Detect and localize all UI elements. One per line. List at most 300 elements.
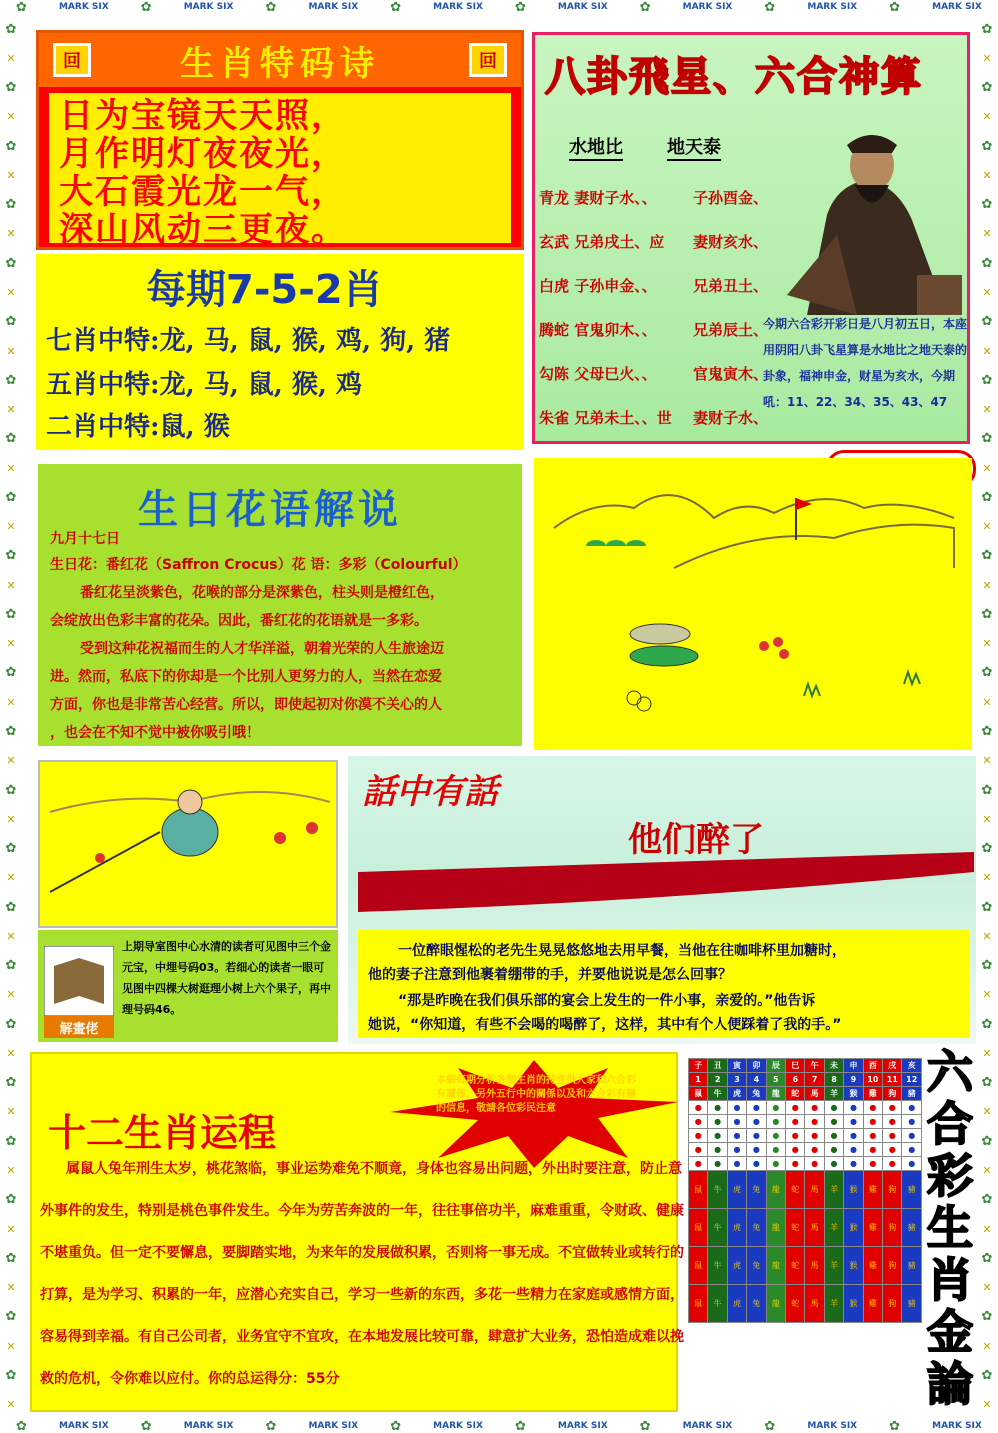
x-icon: ✕ — [6, 1105, 16, 1119]
grid-cell: 羊 — [824, 1247, 843, 1285]
grid-cell: 豬 — [902, 1209, 922, 1247]
grid-cell: 蛇 — [786, 1285, 805, 1323]
grid-cell: 兔 — [747, 1171, 766, 1209]
answer-label: 解畫佬 — [59, 1022, 99, 1037]
grid-cell: 牛 — [708, 1247, 727, 1285]
grid-cell: ● — [844, 1101, 863, 1115]
grid-cell: ● — [786, 1143, 805, 1157]
flower-icon: ✿ — [5, 372, 17, 388]
right-border — [976, 14, 998, 1419]
grid-cell: 午 — [805, 1059, 824, 1073]
fortune-line: 属鼠人兔年刑生太岁，桃花煞临，事业运势难免不顺竟，身体也容易出问题，外出时要注意，防止意 — [66, 1161, 682, 1177]
flower-icon: ✿ — [639, 0, 651, 14]
grid-cell: 虎 — [727, 1087, 746, 1101]
grid-cell: ● — [805, 1157, 824, 1171]
grid-cell: ● — [805, 1129, 824, 1143]
bagua-row: 官鬼寅木、 — [693, 365, 769, 383]
x-icon: ✕ — [982, 637, 992, 651]
x-icon: ✕ — [6, 520, 16, 534]
x-icon: ✕ — [982, 520, 992, 534]
last-issue-image — [38, 760, 338, 928]
wave-decoration — [358, 852, 974, 924]
bagua-row: 妻财亥水、 — [693, 233, 769, 251]
grid-cell: ● — [863, 1101, 882, 1115]
grid-cell: 羊 — [824, 1087, 843, 1101]
grid-cell: 1 — [689, 1073, 708, 1087]
x-icon: ✕ — [6, 51, 16, 65]
grid-cell: ● — [747, 1157, 766, 1171]
fortune-line: 打算，是为学习、积累的一年，应潜心充实自己，学习一些新的东西，多花一些精力在家庭或感情方面， — [40, 1287, 684, 1303]
x-icon: ✕ — [982, 812, 992, 826]
story-panel — [348, 756, 976, 1044]
brand-text: MARK SIX — [308, 1421, 359, 1431]
grid-cell: 鼠 — [689, 1171, 708, 1209]
story-line: “那是昨晚在我们俱乐部的宴会上发生的一件小事，亲爱的。”他告诉 — [398, 993, 816, 1009]
grid-cell: ● — [766, 1143, 785, 1157]
golden-title-char: 生 — [927, 1201, 973, 1255]
grid-cell: 11 — [883, 1073, 902, 1087]
x-icon: ✕ — [982, 1222, 992, 1236]
grid-cell: 馬 — [805, 1247, 824, 1285]
grid-cell: ● — [766, 1115, 785, 1129]
x-icon: ✕ — [6, 227, 16, 241]
x-icon: ✕ — [982, 1339, 992, 1353]
flower-icon: ✿ — [981, 1133, 993, 1149]
grid-cell: 羊 — [824, 1285, 843, 1323]
bagua-row: 兄弟丑土、 — [693, 277, 769, 295]
flower-icon: ✿ — [764, 1419, 776, 1433]
grid-cell: 猴 — [844, 1285, 863, 1323]
grid-cell: 4 — [747, 1073, 766, 1087]
grid-cell: ● — [747, 1129, 766, 1143]
grid-cell: ● — [766, 1101, 785, 1115]
fortune-title: 十二生肖运程 — [48, 1110, 277, 1155]
flower-subtitle: 生日花：番红花（Saffron Crocus）花 语：多彩（Colourful） — [50, 557, 467, 573]
grid-cell: 龍 — [766, 1247, 785, 1285]
poem-line: 深山风动三更夜。 — [59, 210, 347, 250]
poem-line: 日为宝镜天天照， — [59, 96, 347, 136]
grid-cell: ● — [786, 1115, 805, 1129]
grid-cell: ● — [844, 1157, 863, 1171]
x-icon: ✕ — [6, 637, 16, 651]
poem-title: 生肖特码诗 — [180, 43, 380, 84]
flower-icon: ✿ — [5, 841, 17, 857]
flower-icon: ✿ — [5, 1192, 17, 1208]
grid-cell: 辰 — [766, 1059, 785, 1073]
flower-icon: ✿ — [5, 1250, 17, 1266]
brand-text: MARK SIX — [433, 2, 483, 12]
x-icon: ✕ — [6, 344, 16, 358]
flower-icon: ✿ — [5, 489, 17, 505]
grid-cell: 兔 — [747, 1285, 766, 1323]
grid-cell: ● — [689, 1115, 708, 1129]
grid-cell: 馬 — [805, 1087, 824, 1101]
bagua-row: 子孙酉金、 — [693, 189, 769, 207]
brand-text: MARK SIX — [183, 2, 234, 12]
bagua-row: 勾陈 父母巳火、、 — [539, 365, 657, 383]
grid-cell: ● — [708, 1115, 727, 1129]
poem-panel — [36, 30, 524, 250]
grid-cell: 狗 — [883, 1087, 902, 1101]
grid-cell: 鼠 — [689, 1209, 708, 1247]
grid-cell: ● — [863, 1115, 882, 1129]
fortune-line: 不堪重负。但一定不要懈息，要脚踏实地，为来年的发展做积累，否则将一事无成。不宜做转业或转行的 — [40, 1245, 684, 1261]
answer-panel — [38, 930, 338, 1042]
x-icon: ✕ — [6, 1163, 16, 1177]
flower-icon: ✿ — [981, 372, 993, 388]
grid-cell: ● — [824, 1129, 843, 1143]
flower-icon: ✿ — [5, 255, 17, 271]
grid-cell: 10 — [863, 1073, 882, 1087]
grid-cell: 雞 — [863, 1171, 882, 1209]
grid-cell: ● — [902, 1157, 922, 1171]
grid-cell: 鼠 — [689, 1087, 708, 1101]
bagua-panel — [532, 32, 970, 444]
x-icon: ✕ — [982, 988, 992, 1002]
flower-icon: ✿ — [981, 665, 993, 681]
grid-cell: ● — [727, 1143, 746, 1157]
grid-cell: 龍 — [766, 1285, 785, 1323]
grid-cell: 鼠 — [689, 1285, 708, 1323]
brand-text: MARK SIX — [682, 2, 733, 12]
grid-cell: 龍 — [766, 1171, 785, 1209]
poem-header — [39, 33, 521, 87]
grid-cell: ● — [863, 1129, 882, 1143]
grid-cell: ● — [708, 1101, 727, 1115]
grid-cell: ● — [727, 1157, 746, 1171]
sage-figure-image — [767, 125, 967, 315]
x-icon: ✕ — [6, 286, 16, 300]
bagua-title: 八卦飛星、六合神算 — [545, 53, 923, 100]
flower-icon: ✿ — [981, 1250, 993, 1266]
poem-line: 大石霞光龙一气， — [59, 172, 347, 212]
flower-icon: ✿ — [5, 1309, 17, 1325]
flower-icon: ✿ — [265, 0, 277, 14]
puzzle-image — [534, 458, 972, 750]
hexagram-left: 水地比 — [569, 133, 623, 161]
grid-cell: 虎 — [727, 1247, 746, 1285]
grid-cell: 6 — [786, 1073, 805, 1087]
brand-text: MARK SIX — [682, 1421, 733, 1431]
x-icon: ✕ — [6, 929, 16, 943]
flower-icon: ✿ — [514, 1419, 526, 1433]
flower-icon: ✿ — [981, 138, 993, 154]
grid-cell: 巳 — [786, 1059, 805, 1073]
flower-icon: ✿ — [265, 1419, 277, 1433]
starburst-text: 本網每期分析各個生肖的持性供大家和六合彩有關係，另外五行中的關係以及和六合彩有關的信息，敬請各位彩民注意 — [436, 1075, 636, 1114]
flower-icon: ✿ — [981, 1309, 993, 1325]
golden-title-char: 合 — [927, 1097, 973, 1151]
flower-icon: ✿ — [981, 841, 993, 857]
flower-icon: ✿ — [5, 548, 17, 564]
x-icon: ✕ — [6, 578, 16, 592]
x-icon: ✕ — [6, 403, 16, 417]
x-icon: ✕ — [6, 812, 16, 826]
grid-cell: 雞 — [863, 1285, 882, 1323]
answer-text: 上期导室图中心水清的读者可见图中三个金元宝，中埋号码03。若细心的读者一眼可见图中四棵大树逛理小树上六个果子，再中理号码46。 — [122, 940, 331, 1016]
flower-icon: ✿ — [889, 0, 901, 14]
x-icon: ✕ — [6, 1046, 16, 1060]
x-icon: ✕ — [982, 461, 992, 475]
flower-icon: ✿ — [981, 489, 993, 505]
grid-cell: ● — [824, 1143, 843, 1157]
poem-body — [49, 93, 511, 250]
flower-language-panel — [36, 462, 524, 748]
flower-icon: ✿ — [981, 1075, 993, 1091]
grid-cell: 卯 — [747, 1059, 766, 1073]
x-icon: ✕ — [6, 754, 16, 768]
grid-cell: 12 — [902, 1073, 922, 1087]
seven-picks: 七肖中特:龙, 马, 鼠, 猴, 鸡, 狗, 猪 — [46, 326, 451, 356]
frame-icon: 回 — [53, 43, 91, 77]
golden-title-char: 金 — [927, 1305, 973, 1359]
x-icon: ✕ — [982, 168, 992, 182]
story-body — [358, 930, 970, 1038]
flower-icon: ✿ — [514, 0, 526, 14]
frame-icon: 回 — [469, 43, 507, 77]
x-icon: ✕ — [982, 110, 992, 124]
grid-cell: 馬 — [805, 1285, 824, 1323]
grid-cell: 馬 — [805, 1171, 824, 1209]
flower-line: ，也会在不知不觉中被你吸引哦！ — [50, 725, 260, 741]
flower-icon: ✿ — [981, 958, 993, 974]
brand-text: MARK SIX — [183, 1421, 234, 1431]
x-icon: ✕ — [6, 1222, 16, 1236]
book-icon — [44, 946, 114, 1038]
grid-cell: 猴 — [844, 1087, 863, 1101]
grid-cell: 雞 — [863, 1247, 882, 1285]
grid-cell: ● — [824, 1115, 843, 1129]
poem-line: 月作明灯夜夜光， — [59, 134, 347, 174]
flower-icon: ✿ — [981, 314, 993, 330]
grid-cell: 豬 — [902, 1171, 922, 1209]
grid-cell: ● — [727, 1101, 746, 1115]
grid-cell: ● — [844, 1115, 863, 1129]
fortune-line: 外事件的发生，特别是桃色事件发生。今年为劳苦奔波的一年，往往事倍功半，麻难重重，令财政、健康 — [40, 1203, 684, 1219]
zodiac-table — [688, 1058, 922, 1323]
x-icon: ✕ — [982, 1046, 992, 1060]
grid-cell: 龍 — [766, 1087, 785, 1101]
x-icon: ✕ — [982, 1105, 992, 1119]
story-line: 一位醉眼惺松的老先生晃晃悠悠地去用早餐，当他在往咖啡杯里加糖时， — [398, 943, 846, 959]
grid-cell: ● — [708, 1143, 727, 1157]
golden-title — [924, 1046, 976, 1416]
flower-icon: ✿ — [981, 548, 993, 564]
hexagram-right: 地天泰 — [667, 133, 721, 161]
x-icon: ✕ — [6, 461, 16, 475]
grid-cell: 7 — [805, 1073, 824, 1087]
grid-cell: ● — [883, 1157, 902, 1171]
x-icon: ✕ — [982, 754, 992, 768]
left-border — [0, 14, 22, 1419]
x-icon: ✕ — [982, 578, 992, 592]
brand-text: MARK SIX — [807, 2, 858, 12]
bagua-row: 玄武 兄弟戌土、应 — [539, 233, 665, 251]
brand-text: MARK SIX — [433, 1421, 483, 1431]
bagua-row: 妻财子水、 — [693, 409, 769, 427]
brand-text: MARK SIX — [932, 2, 982, 12]
grid-cell: ● — [844, 1143, 863, 1157]
grid-cell: ● — [902, 1129, 922, 1143]
flower-icon: ✿ — [140, 0, 152, 14]
flower-icon: ✿ — [5, 197, 17, 213]
grid-cell: ● — [883, 1129, 902, 1143]
grid-cell: 雞 — [863, 1087, 882, 1101]
story-line: 她说，“你知道，有些不会喝的喝醉了，这样，其中有个人便踩着了我的手。” — [368, 1017, 842, 1033]
x-icon: ✕ — [982, 695, 992, 709]
grid-cell: 蛇 — [786, 1209, 805, 1247]
grid-cell: 羊 — [824, 1209, 843, 1247]
flower-icon: ✿ — [981, 606, 993, 622]
grid-cell: ● — [902, 1143, 922, 1157]
x-icon: ✕ — [6, 988, 16, 1002]
x-icon: ✕ — [6, 110, 16, 124]
flower-icon: ✿ — [390, 0, 402, 14]
bagua-row: 青龙 妻财子水、、 — [539, 189, 657, 207]
grid-cell: ● — [708, 1157, 727, 1171]
grid-cell: 牛 — [708, 1171, 727, 1209]
x-icon: ✕ — [6, 1281, 16, 1295]
flower-icon: ✿ — [5, 1367, 17, 1383]
flower-icon: ✿ — [889, 1419, 901, 1433]
bagua-row: 白虎 子孙申金、、 — [539, 277, 657, 295]
bagua-description: 今期六合彩开彩日是八月初五日，本座用阴阳八卦飞星算是水地比之地天泰的卦象，福神申金，财星为亥水，今期吼：11、22、34、35、43、47 — [763, 317, 968, 409]
grid-cell: 狗 — [883, 1247, 902, 1285]
grid-cell: 5 — [766, 1073, 785, 1087]
five-picks: 五肖中特:龙, 马, 鼠, 猴, 鸡 — [46, 370, 363, 400]
grid-cell: 羊 — [824, 1171, 843, 1209]
grid-cell: ● — [902, 1115, 922, 1129]
x-icon: ✕ — [982, 929, 992, 943]
x-icon: ✕ — [6, 1398, 16, 1412]
flower-icon: ✿ — [16, 1419, 27, 1433]
grid-cell: 8 — [824, 1073, 843, 1087]
flower-icon: ✿ — [390, 1419, 402, 1433]
grid-cell: 未 — [824, 1059, 843, 1073]
grid-cell: 兔 — [747, 1087, 766, 1101]
grid-cell: ● — [727, 1115, 746, 1129]
grid-cell: ● — [689, 1129, 708, 1143]
bagua-row: 兄弟辰土、 — [693, 321, 769, 339]
picks-headline: 每期7-5-2肖 — [146, 267, 383, 313]
landscape-drawing — [534, 458, 972, 750]
x-icon: ✕ — [982, 344, 992, 358]
grid-cell: 3 — [727, 1073, 746, 1087]
flower-icon: ✿ — [981, 1192, 993, 1208]
golden-title-char: 肖 — [927, 1253, 973, 1307]
flower-icon: ✿ — [16, 0, 27, 14]
x-icon: ✕ — [982, 1281, 992, 1295]
warrior-drawing — [40, 762, 336, 926]
flower-icon: ✿ — [5, 782, 17, 798]
flower-icon: ✿ — [5, 138, 17, 154]
flower-line: 会绽放出色彩丰富的花朵。因此，番红花的花语就是一多彩。 — [50, 613, 428, 629]
grid-cell: 虎 — [727, 1285, 746, 1323]
grid-cell: 9 — [844, 1073, 863, 1087]
flower-icon: ✿ — [981, 197, 993, 213]
x-icon: ✕ — [982, 1163, 992, 1177]
grid-cell: 牛 — [708, 1209, 727, 1247]
flower-icon: ✿ — [981, 80, 993, 96]
grid-cell: 虎 — [727, 1171, 746, 1209]
grid-cell: 蛇 — [786, 1087, 805, 1101]
grid-cell: ● — [786, 1129, 805, 1143]
x-icon: ✕ — [6, 1339, 16, 1353]
x-icon: ✕ — [982, 403, 992, 417]
golden-title-char: 論 — [927, 1357, 973, 1411]
brand-text: MARK SIX — [58, 2, 109, 12]
grid-cell: ● — [786, 1101, 805, 1115]
grid-cell: 虎 — [727, 1209, 746, 1247]
grid-cell: ● — [747, 1115, 766, 1129]
grid-cell: 申 — [844, 1059, 863, 1073]
grid-cell: ● — [805, 1101, 824, 1115]
zodiac-grid — [688, 1058, 922, 1412]
brand-text: MARK SIX — [58, 1421, 109, 1431]
grid-cell: 鼠 — [689, 1247, 708, 1285]
grid-cell: 蛇 — [786, 1171, 805, 1209]
grid-cell: 酉 — [863, 1059, 882, 1073]
flower-icon: ✿ — [5, 21, 17, 37]
flower-icon: ✿ — [5, 1016, 17, 1032]
x-icon: ✕ — [982, 1398, 992, 1412]
two-picks: 二肖中特:鼠, 猴 — [46, 412, 230, 442]
x-icon: ✕ — [6, 695, 16, 709]
brand-text: MARK SIX — [807, 1421, 858, 1431]
golden-title-char: 彩 — [927, 1149, 973, 1203]
flower-icon: ✿ — [5, 899, 17, 915]
grid-cell: ● — [689, 1101, 708, 1115]
flower-title: 生日花语解说 — [138, 486, 402, 533]
grid-cell: 豬 — [902, 1247, 922, 1285]
grid-cell: ● — [863, 1143, 882, 1157]
brand-text: MARK SIX — [932, 1421, 982, 1431]
grid-cell: 龍 — [766, 1209, 785, 1247]
grid-cell: ● — [786, 1157, 805, 1171]
flower-icon: ✿ — [5, 431, 17, 447]
flower-icon: ✿ — [5, 314, 17, 330]
flower-line: 进。然而，私底下的你却是一个比别人更努力的人，当然在恋爱 — [50, 669, 442, 685]
flower-line: 方面，你也是非常苦心经营。所以，即使起初对你漠不关心的人 — [50, 697, 442, 713]
grid-cell: ● — [747, 1101, 766, 1115]
brand-text: MARK SIX — [308, 2, 359, 12]
top-border — [0, 0, 998, 14]
grid-cell: 雞 — [863, 1209, 882, 1247]
grid-cell: ● — [902, 1101, 922, 1115]
grid-cell: ● — [883, 1143, 902, 1157]
grid-cell: ● — [708, 1129, 727, 1143]
flower-icon: ✿ — [5, 1075, 17, 1091]
grid-cell: 牛 — [708, 1285, 727, 1323]
grid-cell: 豬 — [902, 1285, 922, 1323]
flower-icon: ✿ — [981, 782, 993, 798]
grid-cell: 狗 — [883, 1209, 902, 1247]
fortune-panel — [30, 1052, 684, 1412]
x-icon: ✕ — [982, 286, 992, 300]
flower-icon: ✿ — [5, 1133, 17, 1149]
bagua-row: 腾蛇 官鬼卯木、、 — [539, 321, 657, 339]
x-icon: ✕ — [6, 871, 16, 885]
grid-cell: 兔 — [747, 1247, 766, 1285]
grid-cell: 2 — [708, 1073, 727, 1087]
grid-cell: 亥 — [902, 1059, 922, 1073]
flower-icon: ✿ — [981, 1016, 993, 1032]
grid-cell: ● — [727, 1129, 746, 1143]
grid-cell: 狗 — [883, 1285, 902, 1323]
grid-cell: ● — [824, 1101, 843, 1115]
x-icon: ✕ — [982, 227, 992, 241]
bagua-row: 朱雀 兄弟未土、、世 — [539, 409, 672, 427]
